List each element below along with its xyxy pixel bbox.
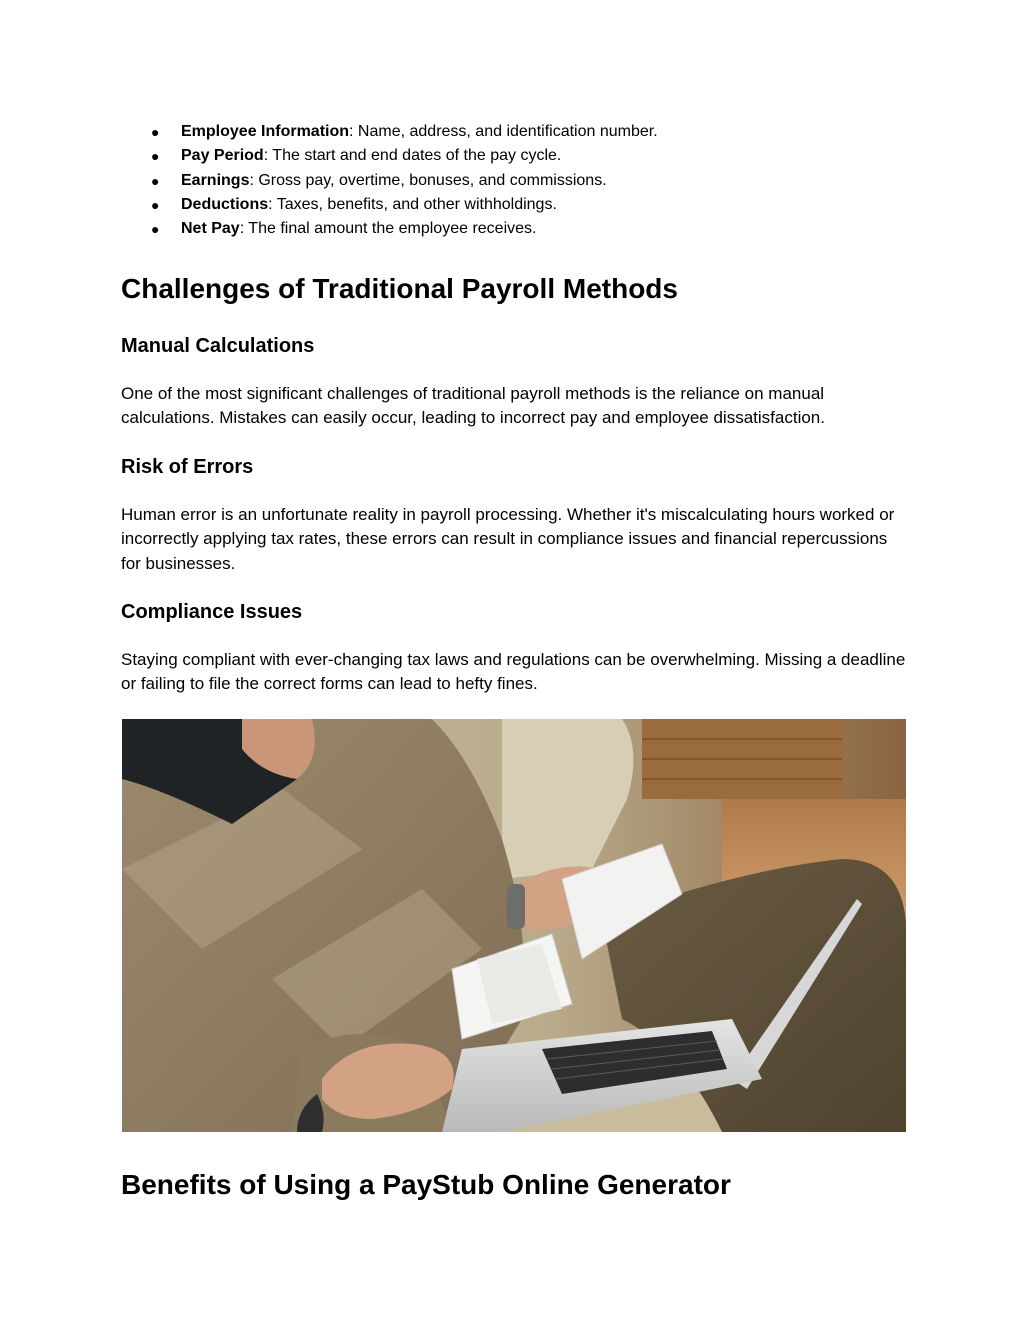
list-item bbox=[121, 169, 658, 193]
bullet-icon: ● bbox=[151, 124, 160, 140]
list-item-term: Deductions bbox=[181, 195, 269, 213]
list-item-term: Earnings bbox=[181, 171, 250, 189]
list-item-term: Employee Information bbox=[181, 123, 350, 140]
list-item-text: : Gross pay, overtime, bonuses, and commissions. bbox=[249, 171, 607, 189]
list-item bbox=[121, 193, 658, 217]
list-item-term: Net Pay bbox=[181, 220, 240, 238]
list-item-text: : The start and end dates of the pay cycle. bbox=[263, 147, 562, 165]
section-heading-benefits: Benefits of Using a PayStub Online Generator bbox=[121, 1169, 731, 1200]
list-item-text: : Name, address, and identification number. bbox=[349, 123, 658, 140]
bullet-icon: ● bbox=[151, 172, 160, 189]
list-item bbox=[121, 217, 658, 241]
list-item-text: : Taxes, benefits, and other withholdings. bbox=[268, 195, 557, 213]
list-item-text: : The final amount the employee receives. bbox=[239, 220, 537, 238]
list-item bbox=[121, 144, 658, 168]
list-item bbox=[121, 120, 658, 144]
paragraph-manual-calculations: One of the most significant challenges of traditional payroll methods is the reliance on manual calculations. Mistakes can easily occur, leading to incorrect pay and employee dissatisfaction. bbox=[121, 384, 825, 428]
paragraph-risk-of-errors: Human error is an unfortunate reality in payroll processing. Whether it's miscalculating hours worked or incorrectly applying tax rates, these errors can result in compliance issues and financial repercussions for businesses. bbox=[121, 505, 895, 573]
subheading-manual-calculations: Manual Calculations bbox=[121, 335, 315, 357]
paragraph-compliance-issues: Staying compliant with ever-changing tax laws and regulations can be overwhelming. Missing a deadline or failing to file the correct forms can lead to hefty fines. bbox=[121, 650, 906, 694]
section-heading-challenges: Challenges of Traditional Payroll Methods bbox=[121, 273, 678, 304]
paystub-components-list bbox=[121, 120, 658, 241]
list-item-term: Pay Period bbox=[181, 147, 264, 165]
bullet-icon: ● bbox=[151, 148, 160, 165]
bullet-icon: ● bbox=[151, 221, 160, 238]
subheading-compliance-issues: Compliance Issues bbox=[121, 601, 303, 623]
photo-man-reviewing-paystubs bbox=[122, 719, 906, 1132]
subheading-risk-of-errors: Risk of Errors bbox=[121, 456, 254, 478]
bullet-icon: ● bbox=[151, 196, 160, 213]
